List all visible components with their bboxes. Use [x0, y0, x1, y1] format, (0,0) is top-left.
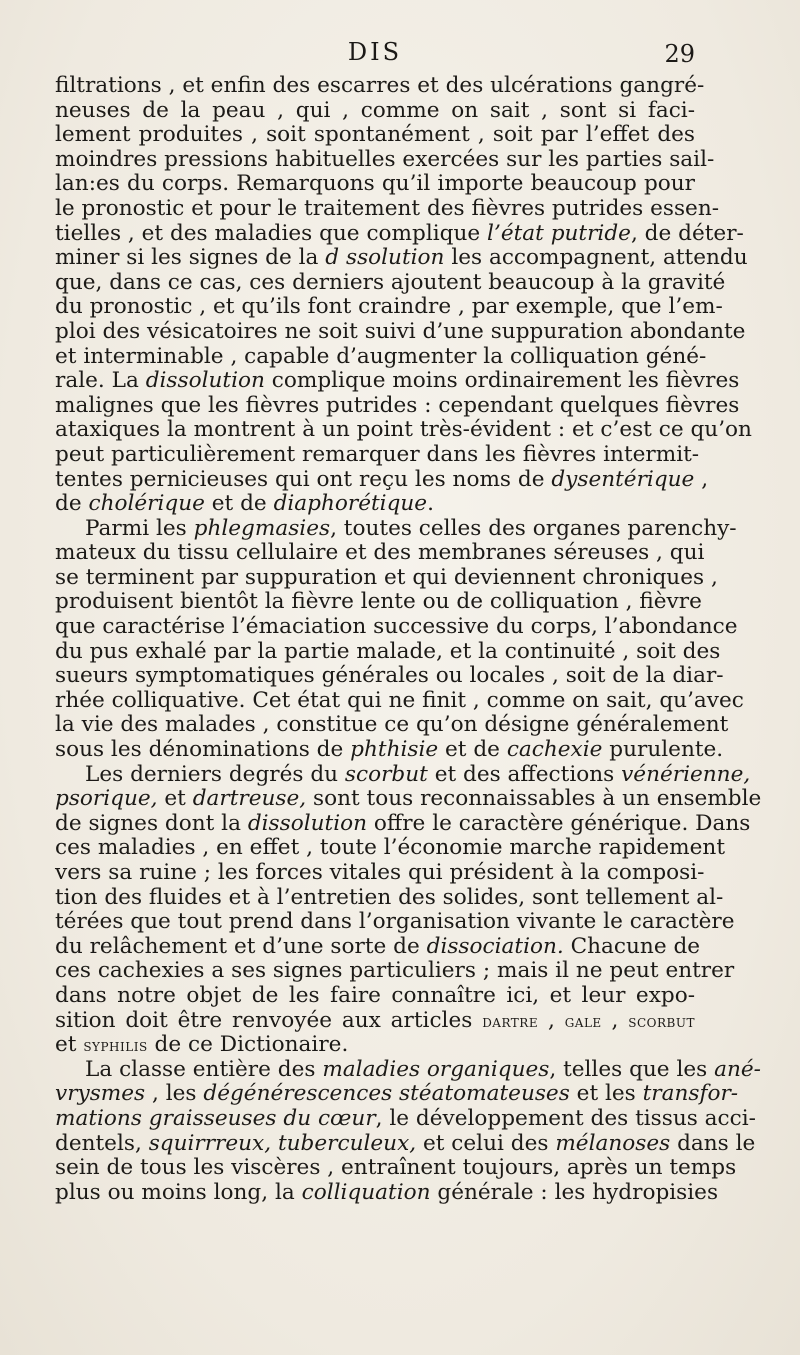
text-segment: lan:es du corps. Remarquons qu’il importe beaucoup pour [55, 171, 695, 197]
italic-term: mélanoses [555, 1130, 671, 1156]
text-line [55, 1155, 737, 1181]
text-segment: sous les dénominations de [55, 737, 351, 763]
italic-term: vrysmes [55, 1081, 146, 1107]
italic-term: dégénérescences stéatomateuses [203, 1081, 570, 1107]
italic-term: l’état putride [487, 220, 631, 246]
text-line [55, 810, 751, 837]
italic-term: dysentérique [551, 466, 695, 492]
italic-term: dartreuse, [192, 786, 307, 812]
text-segment: , [694, 466, 709, 492]
paragraph [55, 1056, 761, 1206]
text-line [55, 368, 740, 394]
text-segment: dentels, [55, 1130, 149, 1156]
italic-term: vénérienne, [621, 761, 751, 787]
text-line [55, 761, 751, 788]
text-segment: dans notre objet de les faire connaître ici, et leur expo- [55, 982, 695, 1008]
text-segment: sont tous reconnaissables à un ensemble [306, 786, 762, 812]
text-line [55, 417, 752, 443]
text-segment: tentes pernicieuses qui ont reçu les noms de [55, 466, 552, 492]
text-line [55, 318, 746, 345]
text-segment: offre le caractère générique. Dans [367, 810, 751, 836]
text-line [55, 269, 726, 296]
text-segment: ploi des vésicatoires ne soit suivi d’une suppuration abondante [55, 318, 746, 344]
text-line [55, 1105, 756, 1132]
text-segment: filtrations , et enfin des escarres et des ulcérations gangré- [55, 73, 705, 98]
italic-term: phlegmasies [193, 515, 331, 541]
text-segment: ces cachexies a ses signes particuliers ; mais il ne peut entrer [55, 958, 735, 984]
text-line [55, 343, 707, 370]
text-line [55, 392, 740, 419]
text-segment: et interminable , capable d’augmenter la colliquation géné- [55, 343, 707, 369]
text-segment: sueurs symptomatiques générales ou locales , soit de la diar- [55, 663, 724, 689]
text-line [55, 589, 702, 615]
text-segment: sition doit être renvoyée aux articles [55, 1007, 483, 1033]
text-line [55, 73, 705, 99]
text-line [55, 638, 721, 665]
italic-term: colliquation [301, 1179, 431, 1205]
text-line [55, 441, 700, 468]
text-segment: de signes dont la [55, 810, 248, 836]
text-segment: du relâchement et d’une sorte de [55, 933, 427, 959]
text-line [55, 146, 715, 173]
text-segment: vers sa ruine ; les forces vitales qui président à la composi- [55, 860, 705, 885]
paragraph [55, 515, 744, 763]
text-line [55, 984, 695, 1009]
text-segment: les accompagnent, attendu [444, 245, 748, 271]
text-line [55, 466, 709, 493]
text-line [55, 564, 718, 591]
text-line [55, 294, 723, 320]
text-line [55, 220, 744, 247]
text-segment: ataxiques la montrent à un point très-évident : et c’est ce qu’on [55, 417, 752, 443]
text-segment: que, dans ce cas, ces derniers ajoutent beaucoup à la gravité [55, 269, 726, 295]
text-segment: et des affections [427, 761, 622, 787]
text-line [55, 860, 705, 886]
text-segment: tion des fluides et à l’entretien des solides, sont tellement al- [55, 884, 724, 910]
text-segment: et les [569, 1081, 643, 1107]
paragraph [55, 73, 752, 517]
cross-reference: scorbut [628, 1010, 695, 1031]
text-segment: Chacune de [563, 933, 701, 959]
running-head [55, 38, 695, 78]
text-line [55, 99, 695, 124]
text-segment: rhée colliquative. Cet état qui ne finit , comme on sait, qu’avec [55, 687, 744, 713]
text-segment: , le développement des tissus acci- [375, 1105, 756, 1131]
text-line [55, 1056, 761, 1083]
text-segment: malignes que les fièvres putrides : cependant quelques fièvres [55, 392, 740, 418]
text-line [55, 1179, 719, 1206]
text-segment: La classe entière des [85, 1056, 323, 1082]
text-line [55, 663, 724, 689]
text-line [55, 245, 748, 271]
text-segment: Parmi les [85, 515, 194, 541]
text-line [55, 933, 701, 960]
italic-term: dissolution [247, 810, 368, 836]
italic-term: maladies organiques [322, 1056, 550, 1082]
paragraph [55, 761, 762, 1058]
text-segment: que caractérise l’émaciation successive du corps, l’abondance [55, 614, 738, 640]
text-line [55, 786, 762, 812]
text-segment: peut particulièrement remarquer dans les fièvres intermit- [55, 441, 700, 467]
text-segment: sein de tous les viscères , entraînent toujours, après un temps [55, 1155, 737, 1181]
text-segment: du pus exhalé par la partie malade, et la continuité , soit des [55, 638, 721, 664]
italic-term: phthisie [350, 737, 439, 763]
text-segment: térées que tout prend dans l’organisation vivante le caractère [55, 909, 735, 935]
cross-reference: dartre [482, 1010, 539, 1031]
text-line [55, 492, 695, 517]
text-line [55, 884, 724, 911]
text-line [55, 712, 729, 738]
text-line [55, 172, 695, 197]
text-segment: générale : les hydropisies [430, 1179, 719, 1205]
text-segment: du pronostic , et qu’ils font craindre , par exemple, que l’em- [55, 294, 723, 320]
cross-reference: gale [564, 1010, 602, 1031]
italic-term: diaphorétique [273, 491, 428, 517]
page-number: 29 [664, 40, 695, 68]
text-segment: dans le [670, 1130, 756, 1156]
text-segment: et de [438, 737, 507, 763]
text-segment: se terminent par suppuration et qui deviennent chroniques , [55, 564, 718, 590]
text-line [55, 1081, 739, 1107]
text-line [55, 958, 735, 984]
text-line [55, 687, 744, 714]
text-line [55, 737, 724, 763]
text-segment: et [164, 786, 193, 812]
text-segment: . [427, 491, 434, 517]
text-segment: , toutes celles des organes parenchy- [330, 515, 737, 541]
text-segment: plus ou moins long, la [55, 1179, 302, 1205]
text-segment: le pronostic et pour le traitement des fièvres putrides essen- [55, 195, 720, 221]
text-segment: de ce Dictionaire. [147, 1032, 349, 1058]
text-segment: Les derniers degrés du [85, 761, 345, 787]
italic-term: cholérique [88, 491, 205, 517]
italic-term: scorbut [344, 761, 428, 787]
italic-term: dissociation. [426, 933, 564, 959]
text-segment: purulente. [602, 737, 724, 763]
text-segment: et [55, 1032, 84, 1058]
text-segment: moindres pressions habituelles exercées sur les parties sail- [55, 146, 715, 172]
text-line [55, 515, 737, 542]
text-segment: rale. La [55, 368, 146, 394]
italic-term: squirrreux, tuberculeux, [148, 1130, 417, 1156]
italic-term: transfor- [642, 1081, 739, 1107]
text-segment: mateux du tissu cellulaire et des membranes séreuses , qui [55, 540, 705, 566]
italic-term: mations graisseuses du cœur [55, 1105, 376, 1131]
text-line [55, 909, 735, 935]
text-segment: , [538, 1007, 565, 1033]
text-segment: complique moins ordinairement les fièvres [264, 368, 740, 394]
text-segment: et de [204, 491, 274, 517]
text-line [55, 835, 726, 861]
text-line [55, 195, 720, 222]
text-segment: , [601, 1007, 629, 1033]
italic-term: ané- [714, 1056, 761, 1082]
cross-reference: syphilis [83, 1035, 148, 1056]
text-segment: la vie des malades , constitue ce qu’on désigne généralement [55, 712, 729, 738]
text-line [55, 1130, 756, 1157]
text-segment: produisent bientôt la fièvre lente ou de colliquation , fièvre [55, 589, 702, 615]
text-line [55, 1009, 695, 1034]
text-segment: tielles , et des maladies que complique [55, 220, 488, 246]
text-line [55, 540, 705, 566]
text-line [55, 614, 738, 640]
body-text [55, 73, 762, 1205]
text-segment: miner si les signes de la [55, 245, 326, 271]
running-title: DIS [347, 38, 403, 66]
text-line [55, 123, 695, 148]
text-segment: , telles que les [549, 1056, 715, 1082]
text-segment: , de déter- [630, 220, 744, 246]
italic-term: cachexie [506, 737, 603, 763]
text-segment: de [55, 491, 89, 517]
italic-term: psorique, [55, 786, 165, 812]
text-segment: et celui des [416, 1130, 556, 1156]
italic-term: d ssolution [325, 245, 445, 271]
text-segment: ces maladies , en effet , toute l’économie marche rapidement [55, 835, 726, 861]
italic-term: dissolution [145, 368, 265, 394]
text-line [55, 1033, 695, 1058]
text-segment: , les [145, 1081, 204, 1107]
text-segment: lement produites , soit spontanément , soit par l’effet des [55, 122, 695, 148]
text-segment: neuses de la peau , qui , comme on sait , sont si faci- [55, 97, 695, 123]
